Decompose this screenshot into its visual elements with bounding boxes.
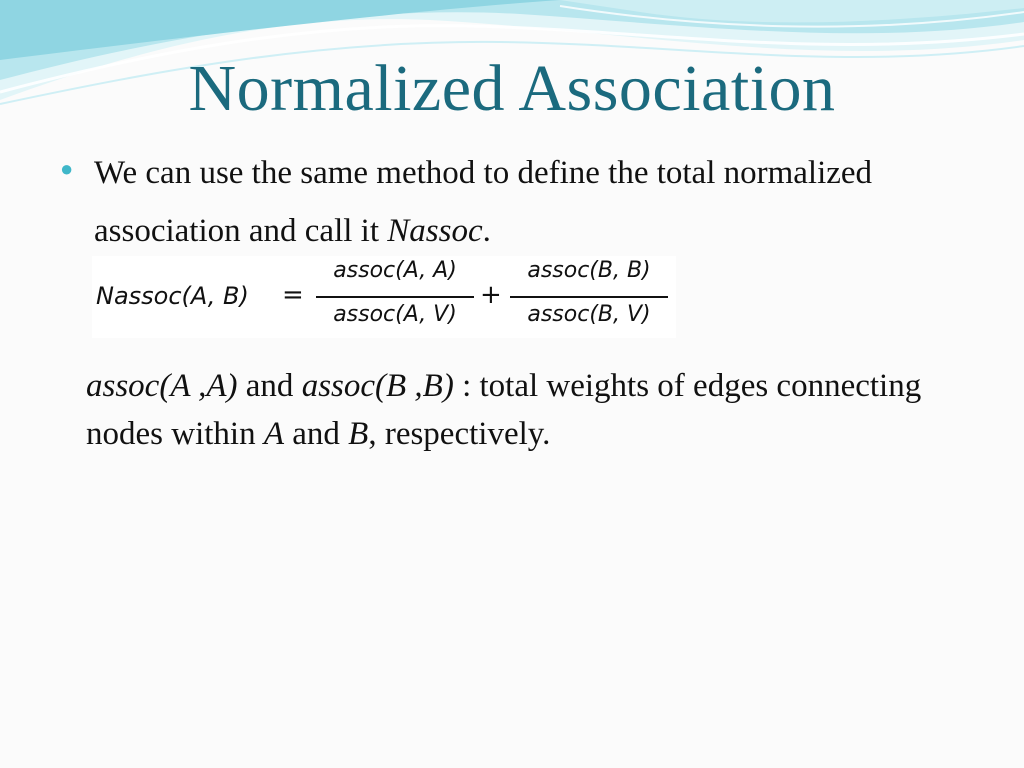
fraction-a-bar bbox=[316, 296, 474, 298]
formula-equals: = bbox=[282, 280, 304, 310]
formula-plus: + bbox=[480, 280, 502, 310]
fraction-a-denominator: assoc(A, V) bbox=[333, 302, 457, 327]
bullet-dot-icon: ● bbox=[60, 156, 74, 181]
assoc-description: assoc(A ,A) and assoc(B ,B) : total weights of edges connecting nodes within A and B, respectively. bbox=[86, 368, 922, 452]
var-b: B bbox=[348, 416, 369, 452]
fraction-b-numerator: assoc(B, B) bbox=[527, 258, 651, 283]
bullet-text: We can use the same method to define the total normalized association and call it Nassoc. bbox=[94, 155, 873, 249]
fraction-b-bar bbox=[510, 296, 668, 298]
var-a: A bbox=[263, 416, 284, 452]
assoc-aa-term: assoc(A ,A) bbox=[86, 368, 238, 404]
nassoc-formula bbox=[92, 256, 676, 338]
assoc-bb-term: assoc(B ,B) bbox=[301, 368, 454, 404]
fraction-a-numerator: assoc(A, A) bbox=[333, 258, 457, 283]
fraction-b-denominator: assoc(B, V) bbox=[527, 302, 651, 327]
slide-title: Normalized Association bbox=[188, 52, 836, 125]
nassoc-term: Nassoc bbox=[387, 213, 483, 249]
formula-lhs: Nassoc(A, B) bbox=[96, 282, 249, 310]
